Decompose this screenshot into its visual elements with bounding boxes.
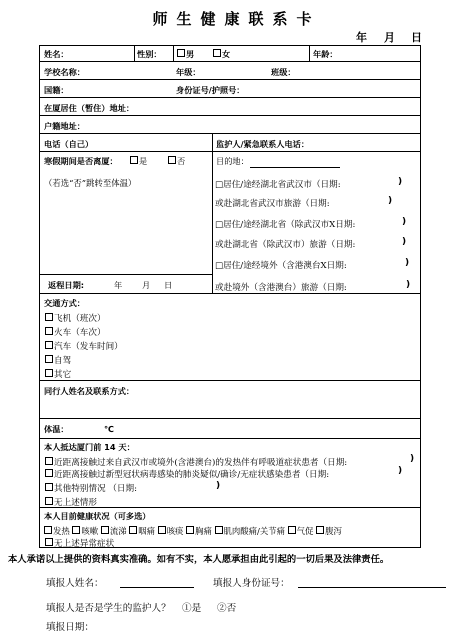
- row-divider: [40, 507, 420, 508]
- row-divider: [40, 438, 420, 439]
- commitment-statement: 本人承诺以上提供的资料真实准确。如有不实，本人愿承担由此引起的一切后果及法律责任。: [8, 554, 390, 565]
- travel-option-abroad-tourism[interactable]: 或赴境外（含港澳台）旅游（日期:: [215, 283, 347, 293]
- checkbox-female[interactable]: [213, 49, 221, 57]
- bracket-close: ): [410, 454, 415, 464]
- destination-label: 目的地：: [216, 156, 249, 166]
- checkbox-phlegm[interactable]: [158, 526, 166, 534]
- destination-blank[interactable]: [250, 167, 340, 168]
- gender-label: 性别：: [137, 49, 162, 59]
- checkbox-cough[interactable]: [72, 526, 80, 534]
- checkbox-contact-wuhan[interactable]: [45, 457, 53, 465]
- no-label: 否: [177, 156, 186, 166]
- checkbox-self-drive[interactable]: [45, 355, 53, 363]
- row-divider: [40, 79, 420, 80]
- health-status-label: 本人目前健康状况（可多选）: [44, 511, 151, 521]
- guardian-phone-label: 监护人/紧急联系人电话：: [216, 139, 310, 149]
- checkbox-male[interactable]: [177, 49, 185, 57]
- bracket-close: ): [402, 237, 407, 247]
- left-xiamen-question: 寒假期间是否离厦：: [44, 156, 118, 166]
- companions-label: 同行人姓名及联系方式：: [44, 386, 135, 396]
- school-label: 学校名称：: [44, 67, 85, 77]
- row-divider: [40, 293, 420, 294]
- bracket-close: ): [216, 481, 221, 491]
- row-divider: [40, 151, 420, 152]
- class-label: 班级：: [271, 67, 296, 77]
- transport-bus-label: 汽车（发车时间）: [54, 342, 123, 352]
- phone-label: 电话（自己）: [44, 139, 94, 149]
- bracket-close: ): [405, 258, 410, 268]
- row-divider: [40, 115, 420, 116]
- skip-hint: （若选“否”跳转至体温）: [44, 178, 137, 188]
- contact-option-other[interactable]: [45, 482, 137, 494]
- checkbox-bus[interactable]: [45, 341, 53, 349]
- transport-option-train[interactable]: [45, 326, 106, 338]
- travel-option-wuhan-tourism[interactable]: 或赴湖北省武汉市旅游（日期:: [215, 199, 330, 209]
- col-divider: [134, 46, 135, 61]
- row-divider: [40, 61, 420, 62]
- transport-option-other[interactable]: [45, 368, 71, 380]
- bracket-close: ): [398, 177, 403, 187]
- checkbox-no[interactable]: [168, 156, 176, 164]
- row-divider: [40, 97, 420, 98]
- checkbox-diarrhea[interactable]: [316, 526, 324, 534]
- col-divider: [173, 46, 174, 61]
- return-year: 年: [114, 280, 123, 290]
- symptom-diarrhea[interactable]: 腹泻: [316, 526, 342, 536]
- report-date-label: 填报日期：: [46, 622, 94, 633]
- bracket-close: ): [406, 280, 411, 290]
- reporter-id-blank[interactable]: [298, 587, 446, 588]
- checkbox-sore-throat[interactable]: [129, 526, 137, 534]
- contact-none-label: 无上述情形: [54, 498, 97, 508]
- checkbox-train[interactable]: [45, 327, 53, 335]
- left-yes-option[interactable]: [130, 156, 147, 167]
- gender-male-option[interactable]: [177, 49, 194, 60]
- checkbox-plane[interactable]: [45, 313, 53, 321]
- symptom-sore-throat[interactable]: 咽痛: [129, 526, 155, 536]
- symptom-none-option[interactable]: [45, 537, 114, 549]
- symptom-list: [44, 525, 342, 537]
- symptom-fever[interactable]: 发热: [44, 526, 70, 536]
- id-number-label: 身份证号/护照号：: [176, 85, 245, 95]
- transport-option-bus[interactable]: [45, 340, 123, 352]
- reporter-id-label: 填报人身份证号：: [213, 578, 290, 589]
- symptom-runny-nose[interactable]: 流涕: [101, 526, 127, 536]
- household-address-label: 户籍地址：: [44, 121, 85, 131]
- health-form-table: [39, 45, 421, 548]
- checkbox-contact-patient[interactable]: [45, 469, 53, 477]
- contact-option-none[interactable]: [45, 496, 97, 508]
- travel-option-hubei-tourism[interactable]: 或赴湖北省（除武汉市）旅游（日期:: [215, 240, 356, 250]
- contact-option-covid-patient[interactable]: [45, 468, 329, 480]
- transport-option-self-drive[interactable]: [45, 354, 71, 366]
- guardian-question: 填报人是否是学生的监护人？: [46, 603, 171, 614]
- return-day: 日: [164, 280, 173, 290]
- contact-wuhan-label: 近距离接触过来自武汉市或境外(含港澳台)的发热伴有呼吸道症状患者（日期:: [54, 458, 348, 468]
- checkbox-chest-pain[interactable]: [186, 526, 194, 534]
- symptom-phlegm[interactable]: 咳痰: [158, 526, 184, 536]
- checkbox-contact-none[interactable]: [45, 497, 53, 505]
- travel-option-wuhan-residence[interactable]: □居住/途经湖北省武汉市（日期:: [215, 180, 341, 190]
- checkbox-runny-nose[interactable]: [101, 526, 109, 534]
- date-day: 日: [411, 31, 422, 44]
- checkbox-muscle-pain[interactable]: [215, 526, 223, 534]
- checkbox-contact-other[interactable]: [45, 483, 53, 491]
- reporter-name-blank[interactable]: [120, 587, 194, 588]
- nationality-label: 国籍：: [44, 85, 69, 95]
- contact-patient-label: 近距离接触过新型冠状病毒感染的肺炎疑似/确诊/无症状感染患者（日期:: [54, 470, 330, 480]
- left-no-option[interactable]: [168, 156, 185, 167]
- symptom-cough[interactable]: 咳嗽: [72, 526, 98, 536]
- row-divider: [40, 133, 420, 134]
- transport-train-label: 火车（车次）: [54, 328, 106, 338]
- transport-label: 交通方式：: [44, 298, 85, 308]
- symptom-shortness-breath[interactable]: 气促: [288, 526, 314, 536]
- row-divider: [40, 380, 420, 381]
- travel-option-hubei-residence[interactable]: □居住/途经湖北省（除武汉市X日期:: [215, 220, 356, 230]
- bracket-close: ): [402, 217, 407, 227]
- return-date-label: 返程日期:: [48, 280, 85, 290]
- temperature-unit: ℃: [104, 424, 114, 434]
- transport-plane-label: 飞机（班次）: [54, 314, 106, 324]
- symptom-none-label: 无上述异常症状: [54, 539, 115, 549]
- date-month: 月: [384, 31, 395, 44]
- guardian-option-yes[interactable]: ①是: [182, 603, 202, 614]
- transport-option-plane[interactable]: [45, 312, 106, 324]
- contact-option-wuhan-fever[interactable]: [45, 456, 347, 468]
- checkbox-shortness-breath[interactable]: [288, 526, 296, 534]
- row-divider: [40, 274, 212, 275]
- bracket-close: ): [388, 196, 393, 206]
- card-title: 师生健康联系卡: [152, 10, 321, 28]
- transport-other-label: 其它: [54, 370, 72, 380]
- checkbox-fever[interactable]: [44, 526, 52, 534]
- checkbox-other[interactable]: [45, 369, 53, 377]
- contact-other-label: 其他特别情况 （日期:: [54, 484, 137, 494]
- checkbox-no-symptoms[interactable]: [45, 538, 53, 546]
- grade-label: 年级：: [176, 67, 201, 77]
- yes-label: 是: [139, 156, 148, 166]
- symptom-muscle-pain[interactable]: 肌肉酸痛/关节痛: [215, 526, 285, 536]
- col-divider: [309, 46, 310, 61]
- male-label: 男: [186, 49, 195, 59]
- age-label: 年龄：: [313, 49, 338, 59]
- row-divider: [40, 418, 420, 419]
- checkbox-yes[interactable]: [130, 156, 138, 164]
- travel-option-abroad-residence[interactable]: □居住/途经境外（含港澳台X日期:: [215, 261, 347, 271]
- symptom-chest-pain[interactable]: 胸痛: [186, 526, 212, 536]
- contact-14-days-label: 本人抵达厦门前 14 天：: [44, 442, 135, 452]
- guardian-option-no[interactable]: ②否: [217, 603, 237, 614]
- col-divider: [212, 133, 213, 293]
- gender-female-option[interactable]: [213, 49, 230, 60]
- current-address-label: 在厦居住（暂住）地址：: [44, 103, 135, 113]
- bracket-close: ): [398, 466, 403, 476]
- female-label: 女: [222, 49, 231, 59]
- return-month: 月: [142, 280, 151, 290]
- date-year: 年: [356, 31, 367, 44]
- reporter-name-label: 填报人姓名：: [46, 578, 104, 589]
- name-label: 姓名：: [44, 49, 69, 59]
- transport-self-drive-label: 自驾: [54, 356, 72, 366]
- temperature-label: 体温：: [44, 424, 69, 434]
